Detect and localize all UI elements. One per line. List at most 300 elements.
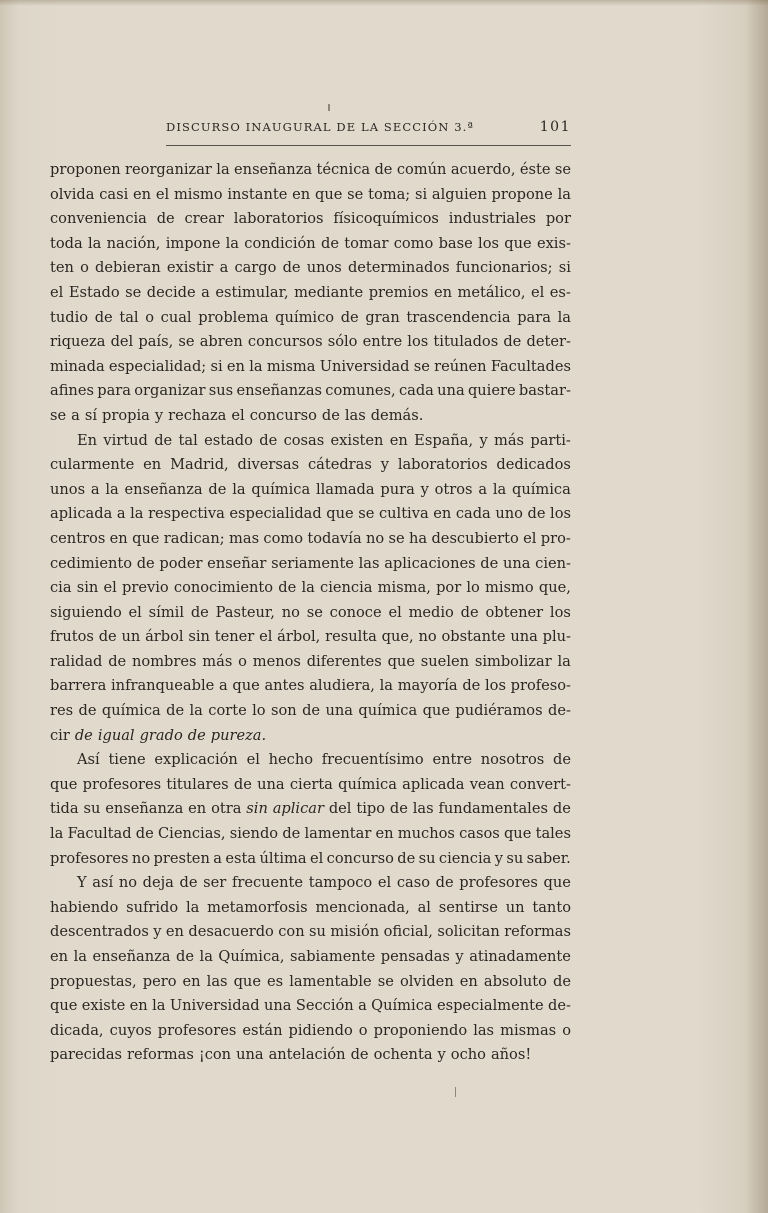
word: se	[125, 283, 142, 301]
word: aplicada	[402, 775, 465, 793]
word: premios	[368, 283, 429, 301]
word: sufrido	[126, 898, 179, 916]
word: de	[462, 677, 481, 695]
word: presten	[153, 849, 210, 867]
word: si	[414, 185, 428, 203]
word: trascendencia	[406, 308, 511, 326]
word: enseñanza	[124, 480, 203, 498]
word: existen	[330, 431, 384, 449]
word: Química,	[218, 948, 285, 965]
word: misma,	[377, 579, 431, 597]
word: la	[185, 898, 200, 916]
word: las	[412, 800, 434, 818]
word: a	[90, 480, 100, 498]
word: y	[380, 456, 389, 474]
word: debieran	[95, 259, 161, 277]
word: de	[166, 702, 185, 720]
word: pro-	[540, 529, 571, 547]
word: en	[133, 185, 152, 203]
word: de	[321, 406, 340, 424]
word: la	[73, 948, 87, 965]
word: que	[326, 505, 354, 523]
word: o	[358, 1021, 368, 1039]
word: símil	[148, 603, 185, 621]
word: árbol	[145, 628, 184, 646]
word: los	[549, 603, 571, 621]
paper-speck	[455, 1087, 456, 1097]
word: ralidad	[50, 652, 103, 670]
word: cierta	[289, 775, 333, 793]
word: de	[374, 161, 393, 178]
word: impone	[165, 234, 221, 252]
word: reorganizar	[125, 161, 212, 178]
text-line	[50, 945, 571, 970]
word: reformas	[504, 923, 571, 941]
text-line	[50, 896, 571, 921]
word: en	[143, 456, 162, 474]
word: descubierto	[431, 529, 519, 547]
word: unos	[306, 259, 342, 277]
word: los	[550, 505, 571, 523]
word: el	[128, 603, 142, 621]
word: mismo	[173, 185, 223, 203]
word: aplicaciones	[384, 554, 476, 572]
word: en	[292, 185, 311, 203]
word: el	[377, 874, 392, 892]
word: hecho	[268, 751, 314, 769]
word: que	[543, 874, 571, 892]
word: Sección	[295, 997, 354, 1015]
word: profeso-	[510, 677, 571, 695]
word: y	[154, 406, 164, 424]
word: antes	[264, 677, 305, 695]
text-line	[50, 847, 571, 872]
word: condición	[244, 234, 316, 252]
word: propia	[102, 406, 150, 424]
word: en	[109, 529, 128, 547]
word: una	[502, 554, 531, 572]
word: solicitan	[437, 923, 500, 941]
word: comunes,	[325, 382, 396, 400]
word: como	[393, 234, 434, 252]
word: química	[101, 702, 161, 720]
word: especialidad;	[108, 357, 207, 375]
word: la	[232, 480, 246, 498]
word: y	[437, 1046, 446, 1064]
text-line	[50, 625, 571, 650]
word: de	[350, 1046, 369, 1064]
word: tudio	[50, 308, 89, 326]
word: en	[389, 431, 408, 449]
word: entre	[362, 333, 403, 351]
word: ochenta	[373, 1046, 433, 1064]
word: de	[94, 308, 113, 326]
word: tanto	[532, 898, 571, 916]
word: su	[83, 800, 101, 818]
word: atinadamente	[469, 948, 571, 965]
word: química	[358, 702, 418, 720]
word: dedicados	[496, 456, 571, 474]
word: como	[263, 529, 303, 547]
word: parti-	[530, 431, 571, 449]
word: gran	[365, 308, 400, 326]
word: se	[347, 185, 364, 203]
word: éste	[519, 161, 551, 178]
word: una	[325, 702, 353, 720]
word: a	[213, 849, 222, 867]
word: los	[484, 677, 506, 695]
word: profesores	[459, 874, 538, 892]
word: sus	[208, 382, 234, 400]
word: la	[152, 997, 166, 1015]
word: deja	[142, 874, 174, 892]
word: y	[479, 431, 488, 449]
word: la	[492, 480, 507, 498]
text-line	[50, 379, 571, 404]
word: una	[263, 997, 292, 1015]
word: la	[249, 357, 263, 375]
word: cuyos	[109, 1021, 152, 1039]
word: de	[480, 554, 499, 572]
word: sin	[188, 628, 210, 646]
paper-speck	[328, 104, 330, 111]
word: se	[554, 161, 571, 178]
word: se	[377, 972, 394, 990]
word: igual	[97, 726, 135, 744]
word: sin	[246, 800, 268, 818]
word: cia	[50, 579, 72, 597]
word: pidiendo	[288, 1021, 353, 1039]
word: de	[340, 308, 359, 326]
word: Y	[77, 874, 87, 892]
word: a	[218, 677, 228, 695]
word: respectiva	[148, 505, 225, 523]
word: se	[178, 333, 195, 351]
word: corte	[208, 702, 247, 720]
word: diferentes	[306, 652, 382, 670]
word: tampoco	[308, 874, 373, 892]
word: pureza.	[210, 726, 267, 744]
word: del	[328, 800, 352, 818]
word: estado	[204, 431, 253, 449]
text-line	[50, 920, 571, 945]
text-line	[50, 724, 571, 749]
word: de	[282, 825, 301, 843]
word: siendo	[229, 825, 279, 843]
word: propuestas,	[50, 972, 137, 990]
word: que	[132, 529, 160, 547]
word: casos	[459, 825, 500, 843]
text-line	[50, 773, 571, 798]
word: una	[510, 628, 538, 646]
word: que	[50, 775, 78, 793]
word: para	[97, 382, 131, 400]
word: en	[129, 997, 148, 1015]
word: demás.	[370, 406, 424, 424]
word: de-	[547, 702, 571, 720]
word: explicación	[154, 751, 238, 769]
word: metálico,	[457, 283, 526, 301]
word: Pasteur,	[215, 603, 275, 621]
word: el	[155, 185, 170, 203]
word: mas	[229, 529, 260, 547]
word: funcionarios;	[455, 259, 553, 277]
word: ha	[409, 529, 428, 547]
word: olviden	[399, 972, 454, 990]
text-line	[50, 552, 571, 577]
word: barrera	[50, 677, 107, 695]
word: son	[271, 702, 297, 720]
page-top-edge	[0, 0, 768, 6]
word: en	[375, 825, 394, 843]
word: reformas	[127, 1046, 194, 1064]
word: químico	[275, 308, 335, 326]
word: esta	[225, 849, 257, 867]
word: todavía	[307, 529, 362, 547]
word: se	[413, 357, 430, 375]
word: sabiamente	[290, 948, 376, 965]
body-text	[50, 158, 571, 1068]
word: por	[436, 579, 462, 597]
word: los	[478, 234, 499, 252]
word: de	[282, 259, 301, 277]
word: concurso	[326, 849, 394, 867]
word: de	[233, 775, 252, 793]
word: res	[50, 702, 74, 720]
word: de	[397, 849, 416, 867]
word: nombres	[132, 652, 197, 670]
word: de	[98, 628, 117, 646]
word: Así	[77, 751, 100, 769]
text-line	[50, 1019, 571, 1044]
word: Universidad	[319, 357, 410, 375]
text-line	[50, 404, 571, 429]
word: mismas	[500, 1021, 557, 1039]
word: Estado	[68, 283, 120, 301]
word: dicada,	[50, 1021, 104, 1039]
word: ten	[50, 259, 74, 277]
word: frecuentísimo	[321, 751, 424, 769]
word: siguiendo	[50, 603, 122, 621]
word: técnica	[316, 161, 371, 178]
word: concursos	[247, 333, 323, 351]
word: oficial,	[383, 923, 433, 941]
word: en	[226, 357, 245, 375]
word: que	[50, 997, 78, 1015]
word: España,	[414, 431, 474, 449]
word: cularmente	[50, 456, 135, 474]
word: que	[422, 702, 450, 720]
text-line	[50, 797, 571, 822]
word: conoce	[329, 603, 382, 621]
text-line	[50, 306, 571, 331]
word: o	[562, 1021, 571, 1039]
word: cada	[398, 382, 434, 400]
running-head-rule	[166, 145, 571, 146]
word: plu-	[542, 628, 571, 646]
word: nosotros	[480, 751, 545, 769]
word: a	[478, 480, 488, 498]
word: tida	[50, 800, 79, 818]
word: de	[460, 603, 479, 621]
word: existir	[166, 259, 214, 277]
word: físicoquímicos	[333, 210, 439, 228]
word: más	[494, 431, 525, 449]
word: el	[50, 283, 64, 301]
word: en	[50, 948, 69, 965]
word: su	[309, 923, 326, 941]
word: casi	[99, 185, 129, 203]
word: deter-	[526, 333, 571, 351]
word: problema	[198, 308, 269, 326]
word: país,	[138, 333, 174, 351]
word: profesores	[157, 1021, 237, 1039]
word: en	[165, 923, 184, 941]
word: de-	[548, 997, 571, 1015]
running-head	[166, 120, 571, 142]
word: convert-	[509, 775, 571, 793]
text-line	[50, 576, 571, 601]
word: abren	[199, 333, 243, 351]
word: poder	[159, 554, 203, 572]
word: afines	[50, 382, 94, 400]
word: el	[246, 751, 260, 769]
word: la	[557, 308, 571, 326]
text-line	[50, 281, 571, 306]
word: descentrados	[50, 923, 149, 941]
word: de	[503, 333, 522, 351]
word: a	[358, 997, 367, 1015]
word: y	[494, 849, 503, 867]
word: la	[130, 505, 144, 523]
word: el	[259, 628, 273, 646]
word: última	[259, 849, 307, 867]
word: la	[105, 480, 119, 498]
text-line	[50, 650, 571, 675]
text-line	[50, 970, 571, 995]
word: ciencia	[320, 579, 373, 597]
word: ocho	[450, 1046, 486, 1064]
word: las	[344, 406, 366, 424]
word: están	[242, 1021, 283, 1039]
word: especialidad	[229, 505, 322, 523]
word: cir	[50, 726, 70, 744]
word: metamorfosis	[207, 898, 308, 916]
word: química	[338, 775, 397, 793]
word: de	[190, 603, 209, 621]
word: tomar	[344, 234, 389, 252]
word: de	[553, 972, 571, 990]
word: antelación	[268, 1046, 346, 1064]
word: organizar	[134, 382, 206, 400]
word: cual	[160, 308, 192, 326]
word: la	[225, 234, 240, 252]
text-line	[50, 429, 571, 454]
word: alguien	[431, 185, 487, 203]
word: saber.	[526, 849, 571, 867]
word: especialmente	[436, 997, 544, 1015]
word: química	[512, 480, 571, 498]
word: instante	[227, 185, 288, 203]
word: tiene	[108, 751, 146, 769]
word: lo	[252, 702, 266, 720]
word: radican;	[163, 529, 225, 547]
word: y	[420, 480, 429, 498]
word: proponiendo	[373, 1021, 468, 1039]
word: no	[131, 849, 151, 867]
word: otros	[434, 480, 473, 498]
word: para	[517, 308, 551, 326]
text-line	[50, 994, 571, 1019]
word: cátedras	[307, 456, 372, 474]
word: de	[553, 751, 571, 769]
word: un	[505, 898, 525, 916]
word: árbol,	[277, 628, 321, 646]
text-line	[50, 502, 571, 527]
text-line	[50, 183, 571, 208]
word: las	[206, 972, 228, 990]
word: se	[306, 603, 323, 621]
word: de	[187, 726, 206, 744]
page-edge-shadow	[746, 0, 768, 1213]
word: el	[530, 283, 545, 301]
word: laboratorios	[233, 210, 324, 228]
word: a	[219, 259, 229, 277]
word: no	[118, 874, 137, 892]
word: diversas	[237, 456, 300, 474]
word: es-	[549, 283, 571, 301]
text-line	[50, 748, 571, 773]
word: ser	[203, 874, 227, 892]
text-line	[50, 699, 571, 724]
word: su	[418, 849, 436, 867]
text-line	[50, 822, 571, 847]
page-number: 101	[539, 119, 571, 135]
word: no	[281, 603, 300, 621]
word: simbolizar	[474, 652, 552, 670]
word: obtener	[485, 603, 544, 621]
word: existe	[81, 997, 126, 1015]
word: no	[418, 628, 437, 646]
word: minada	[50, 357, 105, 375]
word: Química	[371, 997, 433, 1015]
word: que	[232, 677, 260, 695]
word: titulados	[433, 333, 499, 351]
word: de	[552, 800, 571, 818]
word: toma;	[368, 185, 411, 203]
word: cargo	[234, 259, 277, 277]
word: profesores	[82, 775, 162, 793]
word: de	[78, 702, 97, 720]
word: cultiva	[378, 505, 429, 523]
word: nación,	[106, 234, 161, 252]
word: la	[557, 185, 571, 203]
word: cedimiento	[50, 554, 133, 572]
word: vean	[469, 775, 505, 793]
word: la	[557, 652, 571, 670]
word: de	[302, 702, 321, 720]
word: estimular,	[215, 283, 289, 301]
word: pura	[380, 480, 415, 498]
word: En	[77, 431, 98, 449]
word: una	[236, 1046, 264, 1064]
word: cada	[455, 505, 491, 523]
word: lamentable	[289, 972, 372, 990]
word: pero	[142, 972, 177, 990]
word: por	[545, 210, 571, 228]
word: medio	[408, 603, 454, 621]
word: entre	[432, 751, 472, 769]
